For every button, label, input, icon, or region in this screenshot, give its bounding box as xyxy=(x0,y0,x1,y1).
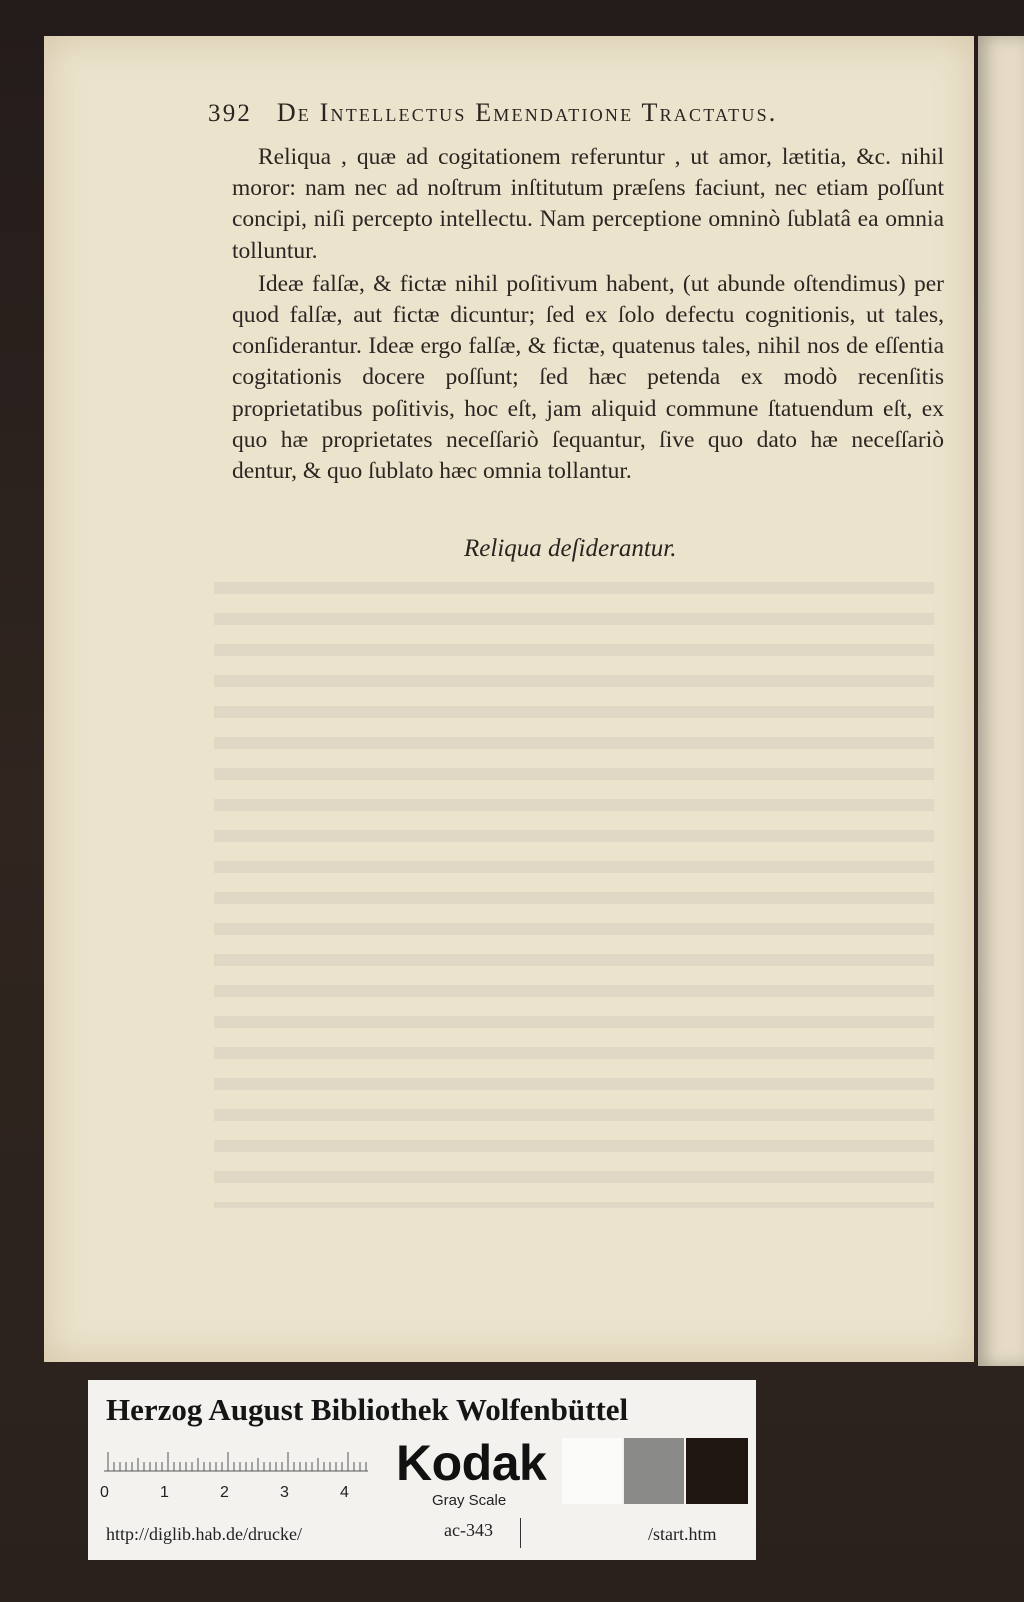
bleed-through-text xyxy=(214,568,934,1208)
start-path: /start.htm xyxy=(648,1524,717,1544)
library-name: Herzog August Bibliothek Wolfenbüttel xyxy=(106,1392,629,1427)
ruler-number: 4 xyxy=(340,1484,349,1501)
running-head xyxy=(208,98,908,128)
ruler-number: 0 xyxy=(100,1484,109,1501)
white-swatch xyxy=(562,1438,622,1504)
color-target-card xyxy=(88,1380,756,1560)
ruler-number: 1 xyxy=(160,1484,169,1501)
running-head-title: De Intellectus Emendatione Tractatus. xyxy=(276,98,778,127)
ruler-number: 3 xyxy=(280,1484,289,1501)
ruler-scale xyxy=(104,1450,368,1472)
closing-note: Reliqua deſiderantur. xyxy=(464,535,677,562)
paragraph-2: Ideæ falſæ, & fictæ nihil poſitivum habent, (ut abunde oſtendimus) per quod falſæ, aut fictæ dicuntur; ſed ex ſolo defectu cognitionis, ut tales, conſiderantur. Ideæ ergo falſæ, & fictæ, quatenus tales, nihil nos de eſſentia cogitationis docere poſſunt; ſed hæc petenda ex modò recenſitis proprietatibus poſitivis, hoc eſt, jam aliquid commune ſtatuendum eſt, ex quo hæ proprietates neceſſariò ſequantur, ſive quo dato hæ neceſſariò dentur, & quo ſublato hæc omnia tollantur. xyxy=(232,270,944,485)
page-number: 392 xyxy=(208,100,253,127)
facing-page-edge xyxy=(978,36,1024,1366)
shelfmark-id: ac-343 xyxy=(444,1520,493,1540)
divider xyxy=(520,1518,521,1548)
paragraph-1: Reliqua , quæ ad cogitationem referuntur , ut amor, lætitia, &c. nihil moror: nam nec ad noſtrum inſtitutum præſens faciunt, nec etiam poſſunt concipi, niſi percepto intellectu. Nam perceptione omninò ſublatâ ea omnia tolluntur. xyxy=(232,144,944,264)
black-swatch xyxy=(686,1438,748,1504)
library-url: http://diglib.hab.de/drucke/ xyxy=(106,1524,302,1544)
gray-scale-label: Gray Scale xyxy=(432,1492,507,1509)
gray-swatch xyxy=(624,1438,684,1504)
kodak-logo: Kodak xyxy=(396,1435,547,1491)
body-text xyxy=(232,142,944,487)
ruler-number: 2 xyxy=(220,1484,229,1501)
ruler-numbers xyxy=(100,1484,360,1504)
